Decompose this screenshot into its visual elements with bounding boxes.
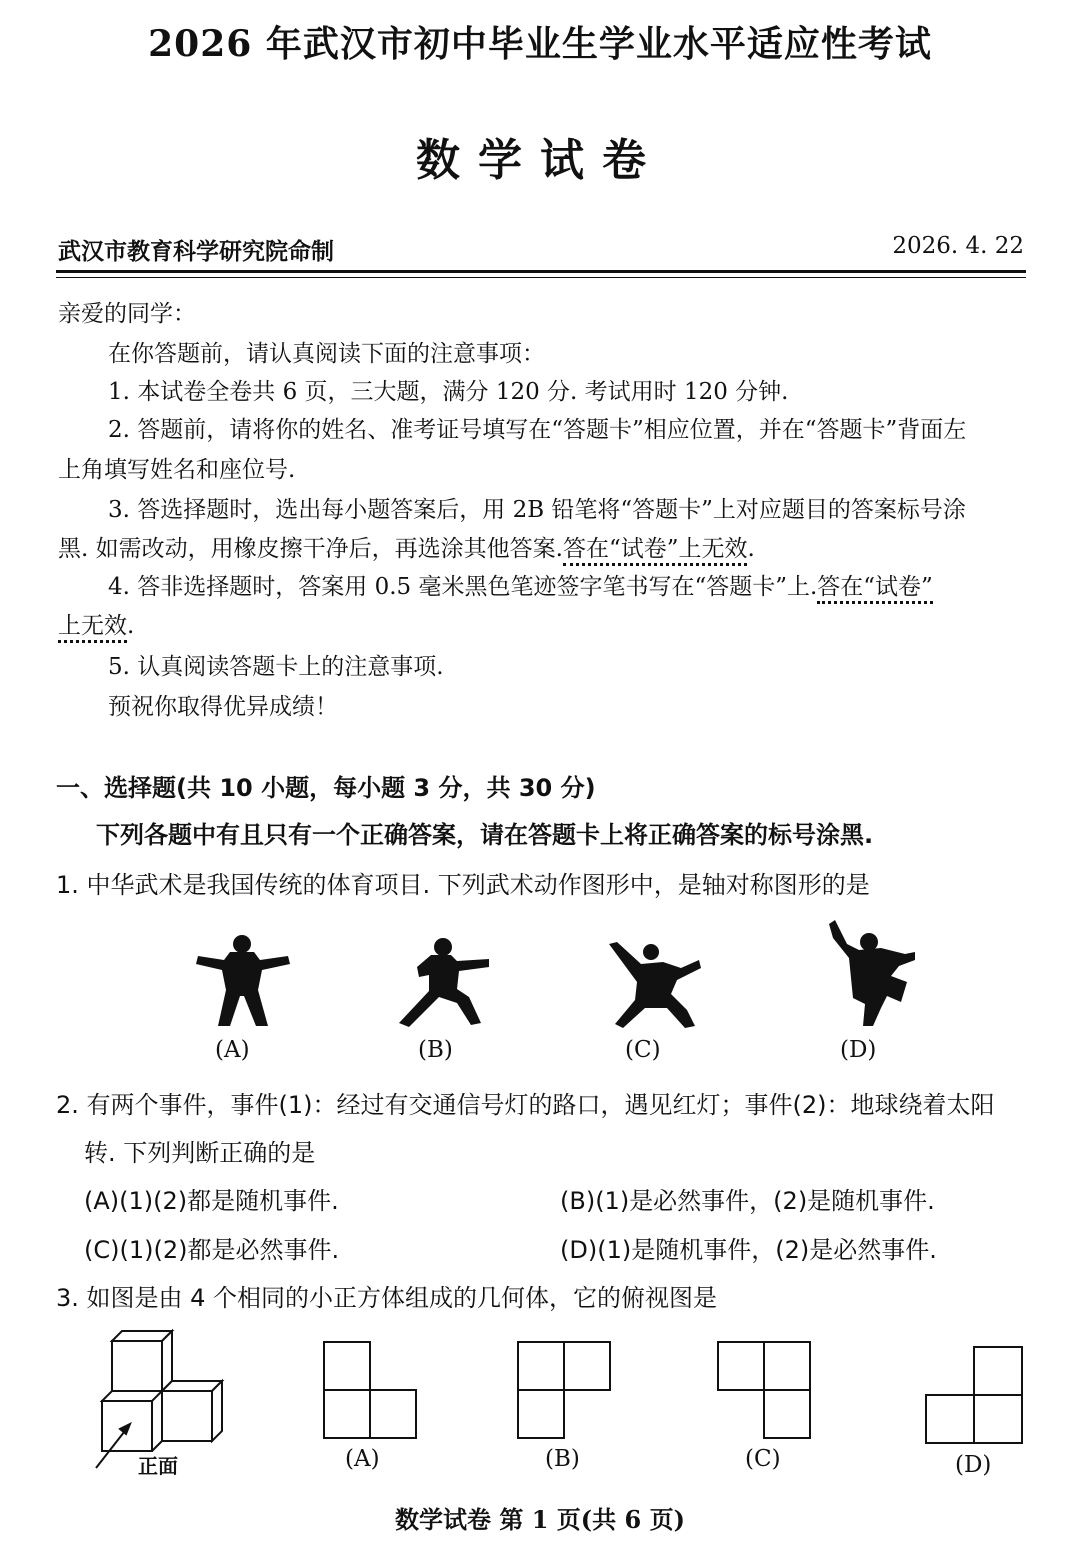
q1-figure-b: [395, 935, 495, 1030]
notice-item-4-text: 4. 答非选择题时，答案用 0.5 毫米黑色笔迹签字笔书写在“答题卡”上.: [108, 574, 818, 600]
page-footer: 数学试卷 第 1 页(共 6 页): [395, 1505, 685, 1534]
q3-stem: 3. 如图是由 4 个相同的小正方体组成的几何体，它的俯视图是: [56, 1284, 718, 1312]
notice-item-3-text: 黑. 如需改动，用橡皮擦干净后，再选涂其他答案.: [58, 536, 563, 562]
header-divider-thin: [56, 277, 1026, 278]
q3-option-d-figure: [922, 1345, 1026, 1447]
notice-item-2-line2: 上角填写姓名和座位号.: [58, 457, 296, 483]
notice-item-3-end: .: [747, 536, 755, 562]
notice-item-2-line1: 2. 答题前，请将你的姓名、准考证号填写在“答题卡”相应位置，并在“答题卡”背面左: [108, 417, 967, 443]
notice-item-4-line2: [58, 607, 134, 640]
q1-figure-a: [190, 930, 300, 1030]
notice-intro: 在你答题前，请认真阅读下面的注意事项：: [108, 341, 545, 367]
notice-item-3-line2: [58, 530, 755, 563]
notice-greeting: 亲爱的同学：: [58, 301, 196, 327]
emphasis-answer-on-paper: 答在“试卷”: [817, 574, 933, 604]
section-instruction: 下列各题中有且只有一个正确答案，请在答题卡上将正确答案的标号涂黑.: [96, 821, 874, 849]
notice-item-4-end: .: [127, 613, 135, 639]
q3-front-label: 正面: [138, 1454, 178, 1478]
emphasis-invalid-2: 上无效: [58, 613, 127, 643]
notice-item-5: 5. 认真阅读答题卡上的注意事项.: [108, 654, 444, 680]
q1-label-a: (A): [215, 1037, 250, 1063]
q1-figure-c: [605, 938, 705, 1033]
exam-title: 2026 年武汉市初中毕业生学业水平适应性考试: [148, 23, 932, 65]
header-divider-thick: [56, 270, 1026, 273]
exam-date: 2026. 4. 22: [892, 233, 1024, 259]
q2-stem-line1: 2. 有两个事件，事件(1)：经过有交通信号灯的路口，遇见红灯；事件(2)：地球绕着太阳: [56, 1091, 995, 1119]
paper-title: 数学试卷: [416, 135, 664, 186]
q2-option-c: (C)(1)(2)都是必然事件.: [84, 1236, 340, 1264]
q1-label-d: (D): [840, 1037, 877, 1063]
q3-label-c: (C): [745, 1446, 781, 1472]
q2-option-d: (D)(1)是随机事件，(2)是必然事件.: [560, 1236, 937, 1264]
q3-option-a-figure: [322, 1340, 417, 1440]
q1-label-c: (C): [625, 1037, 661, 1063]
q3-label-a: (A): [345, 1446, 380, 1472]
notice-wish: 预祝你取得优异成绩！: [108, 694, 338, 720]
q1-stem: 1. 中华武术是我国传统的体育项目. 下列武术动作图形中，是轴对称图形的是: [56, 871, 870, 899]
q2-option-a: (A)(1)(2)都是随机事件.: [84, 1187, 339, 1215]
q3-option-b-figure: [516, 1340, 612, 1440]
notice-item-3-line1: 3. 答选择题时，选出每小题答案后，用 2B 铅笔将“答题卡”上对应题目的答案标号涂: [108, 497, 966, 523]
organizer: 武汉市教育科学研究院命制: [58, 238, 334, 265]
section-heading: 一、选择题(共 10 小题，每小题 3 分，共 30 分): [56, 774, 596, 802]
notice-item-4-line1: [108, 568, 933, 601]
q3-label-b: (B): [545, 1446, 580, 1472]
notice-item-1: 1. 本试卷全卷共 6 页，三大题，满分 120 分. 考试用时 120 分钟.: [108, 379, 789, 405]
q1-label-b: (B): [418, 1037, 453, 1063]
q2-stem-line2: 转. 下列判断正确的是: [84, 1139, 316, 1167]
q1-figure-d: [825, 918, 920, 1028]
q3-label-d: (D): [955, 1452, 992, 1478]
q3-option-c-figure: [716, 1340, 812, 1440]
emphasis-invalid: 答在“试卷”上无效: [563, 536, 748, 566]
q2-option-b: (B)(1)是必然事件，(2)是随机事件.: [560, 1187, 935, 1215]
